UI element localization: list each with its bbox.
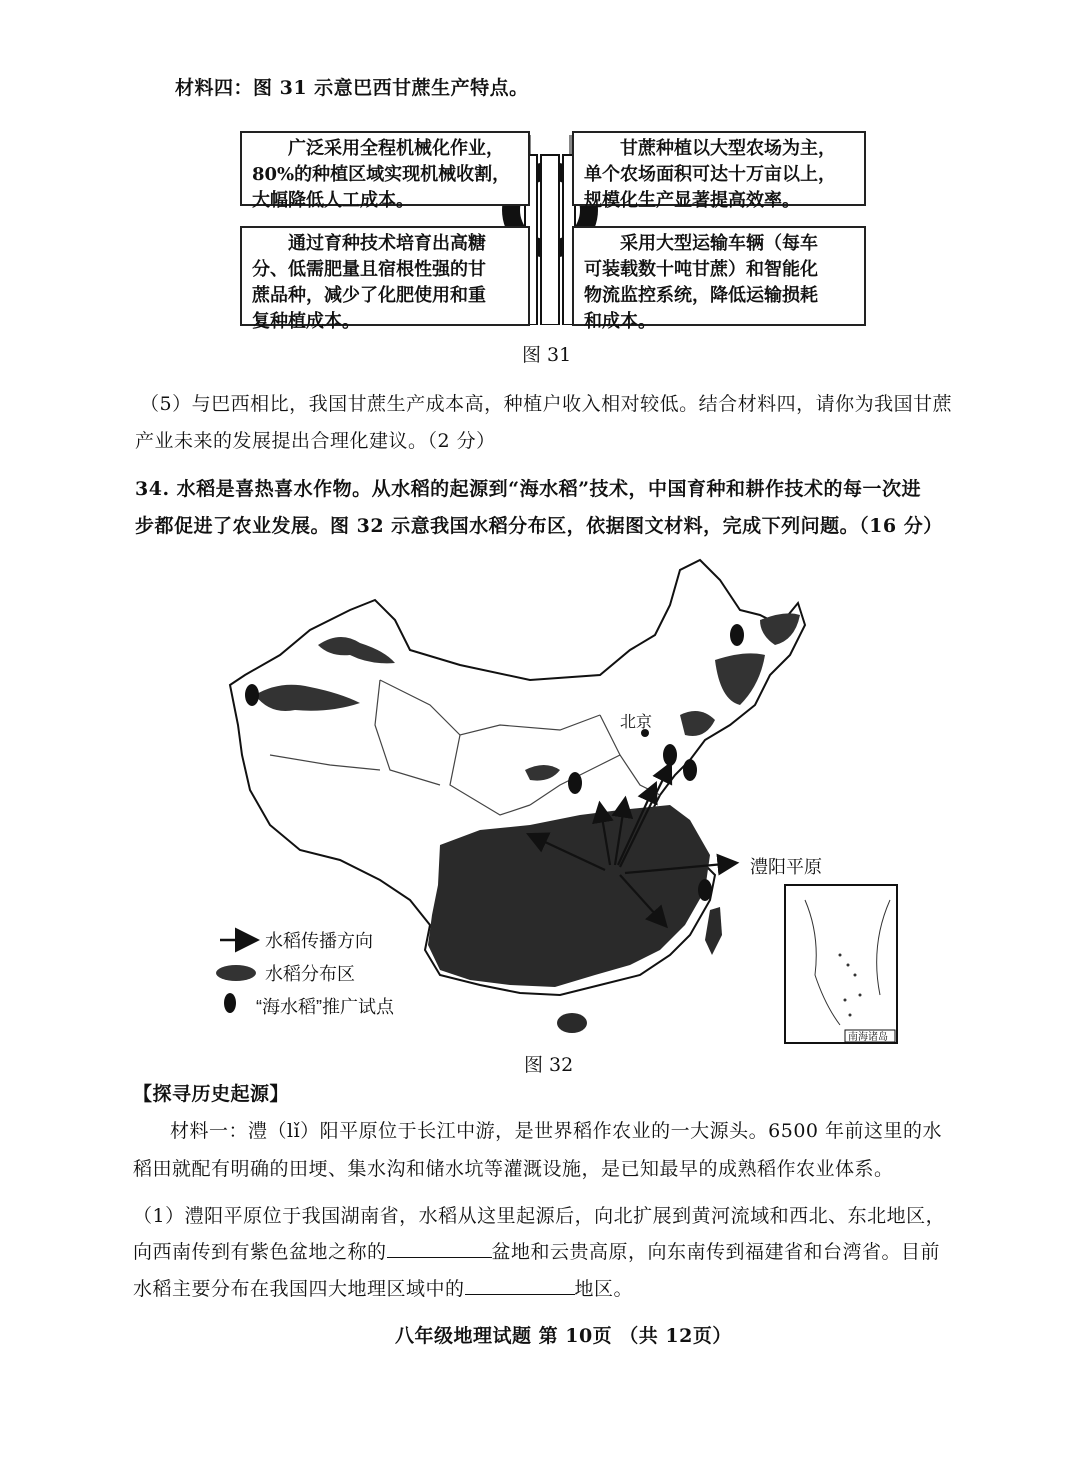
material1-line2: 稻田就配有明确的田埂、集水沟和储水坑等灌溉设施，是已知最早的成熟稻作农业体系。 (133, 1158, 894, 1180)
page-footer: 八年级地理试题 第 10页 （共 12页） (395, 1325, 732, 1347)
legend-area-icon (216, 965, 256, 981)
seawater-rice-pin (730, 624, 744, 646)
q34-line1: 34. 水稻是喜热喜水作物。从水稻的起源到“海水稻”技术，中国育种和耕作技术的每一次进 (135, 478, 922, 500)
seawater-rice-pin (683, 759, 697, 781)
q1-line2-start: 向西南传到有紫色盆地之称的 (133, 1241, 387, 1263)
q1-line3-start: 水稻主要分布在我国四大地理区域中的 (133, 1278, 465, 1300)
box-line: 蔗品种，减少了化肥使用和重 (252, 285, 486, 307)
fig31-box-breeding (240, 226, 530, 333)
fig32-caption: 图 32 (524, 1054, 574, 1076)
q5-line1: （5）与巴西相比，我国甘蔗生产成本高，种植户收入相对较低。结合材料四，请你为我国甘蔗 (140, 393, 953, 415)
q1-line1: （1）澧阳平原位于我国湖南省，水稻从这里起源后，向北扩展到黄河流域和西北、东北地区， (133, 1205, 946, 1227)
q34-line2: 步都促进了农业发展。图 32 示意我国水稻分布区，依据图文材料，完成下列问题。（16 分） (135, 515, 943, 537)
legend-pin-label: “海水稻”推广试点 (256, 997, 394, 1017)
box-line: 80%的种植区域实现机械收割， (252, 164, 511, 186)
map-label-beijing: 北京 (620, 714, 653, 731)
legend-area-label: 水稻分布区 (265, 964, 355, 984)
box-line: 单个农场面积可达十万亩以上， (584, 164, 836, 186)
box-line: 分、低需肥量且宿根性强的甘 (252, 259, 486, 281)
inset-frame (785, 885, 897, 1043)
box-line: 大幅降低人工成本。 (252, 190, 414, 212)
answer-blank-region[interactable] (465, 1294, 575, 1295)
box-line: 规模化生产显著提高效率。 (584, 190, 800, 212)
box-line: 物流监控系统，降低运输损耗 (584, 285, 818, 307)
box-line: 广泛采用全程机械化作业， (288, 138, 504, 159)
seawater-rice-pin (698, 879, 712, 901)
inset-label: 南海诸岛 (848, 1032, 888, 1043)
hainan-island (557, 1013, 587, 1033)
seawater-rice-pin (663, 744, 677, 766)
fig31-box-transport (572, 226, 866, 333)
fig31-box-large-farms (572, 131, 866, 212)
section-title: 【探寻历史起源】 (133, 1083, 290, 1105)
q1-line2-end: 盆地和云贵高原，向东南传到福建省和台湾省。目前 (491, 1241, 941, 1263)
box-line: 可装载数十吨甘蔗）和智能化 (584, 259, 818, 281)
answer-blank-basin[interactable] (387, 1257, 492, 1258)
fig31-caption: 图 31 (522, 344, 572, 366)
fig31-box-mechanization (240, 131, 530, 212)
q1-line3-end: 地区。 (574, 1278, 634, 1300)
q1-line3 (133, 1275, 633, 1304)
box-line: 复种植成本。 (252, 311, 360, 333)
seawater-rice-pin (245, 684, 259, 706)
q1-line2 (133, 1238, 940, 1267)
legend-arrow-label: 水稻传播方向 (265, 931, 373, 951)
seawater-rice-pin (568, 772, 582, 794)
box-line: 采用大型运输车辆（每车 (620, 233, 818, 254)
taiwan-island (705, 907, 722, 955)
china-rice-map (200, 555, 920, 1055)
legend-pin-icon (224, 993, 236, 1013)
material4-title: 材料四：图 31 示意巴西甘蔗生产特点。 (175, 77, 529, 99)
material1-line1: 材料一：澧（lǐ）阳平原位于长江中游，是世界稻作农业的一大源头。6500 年前这里的水 (170, 1120, 943, 1142)
box-line: 和成本。 (584, 311, 656, 333)
box-line: 通过育种技术培育出高糖 (288, 233, 486, 254)
q5-line2: 产业未来的发展提出合理化建议。（2 分） (135, 430, 496, 452)
box-line: 甘蔗种植以大型农场为主， (620, 138, 836, 159)
map-label-liyang: 澧阳平原 (750, 857, 822, 877)
